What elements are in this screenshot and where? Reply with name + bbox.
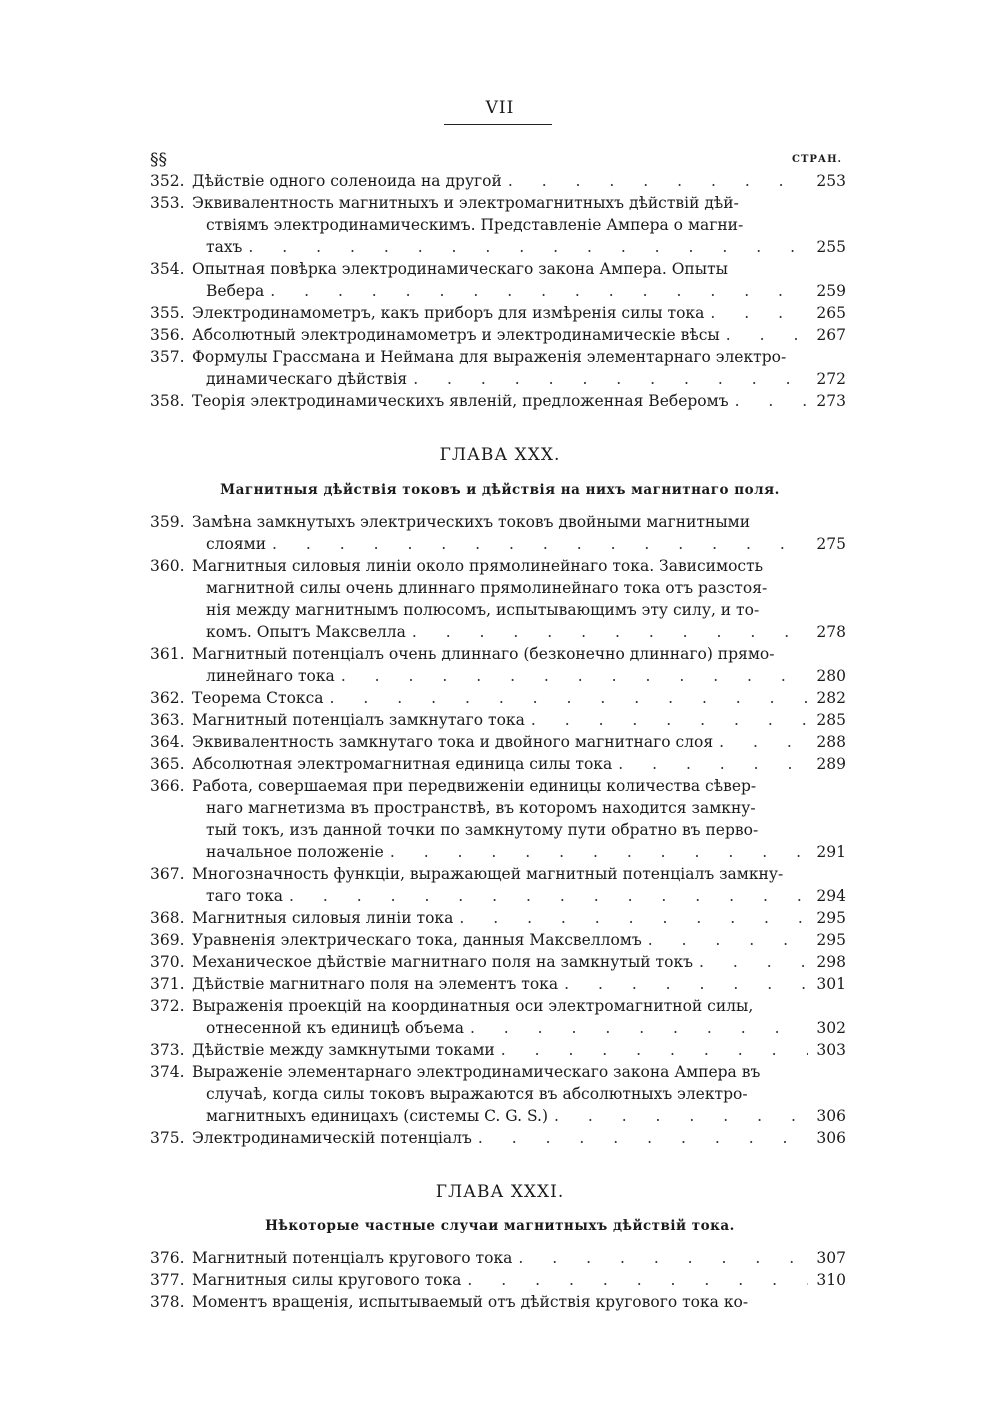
entry-text: Механическое дѣйствіе магнитнаго поля на замкнутый токъ bbox=[192, 953, 694, 971]
toc-entry-line bbox=[150, 995, 846, 1017]
toc-entry-line bbox=[150, 951, 846, 973]
toc-entry bbox=[150, 511, 846, 555]
page-number: 275 bbox=[816, 535, 846, 553]
toc-entry-line bbox=[150, 665, 846, 687]
toc-entry-line bbox=[150, 863, 846, 885]
entry-text: Эквивалентность магнитныхъ и электромагнитныхъ дѣйствій дѣй- bbox=[192, 194, 739, 212]
entry-text: таго тока bbox=[206, 887, 284, 905]
toc-entry-line bbox=[150, 390, 846, 412]
toc-entry-line bbox=[150, 1017, 846, 1039]
toc-entry bbox=[150, 687, 846, 709]
toc-entry-line bbox=[150, 709, 846, 731]
page-column-header: СТРАН. bbox=[792, 154, 842, 165]
dot-leader bbox=[467, 1269, 808, 1291]
entry-text: Дѣйствіе одного соленоида на другой bbox=[192, 172, 502, 190]
section-number: 367. bbox=[150, 865, 185, 883]
dot-leader bbox=[248, 236, 808, 258]
entry-text-continued: наго магнетизма въ пространствѣ, въ которомъ находится замкну- bbox=[206, 799, 756, 817]
page-number: 307 bbox=[816, 1249, 846, 1267]
section-number: 363. bbox=[150, 711, 185, 729]
dot-leader bbox=[270, 280, 808, 302]
toc-entry-line bbox=[150, 533, 846, 555]
entry-text: Абсолютный электродинамометръ и электродинамическіе вѣсы bbox=[192, 326, 720, 344]
page-number: 302 bbox=[816, 1019, 846, 1037]
entry-text: Моментъ вращенія, испытываемый отъ дѣйствія кругового тока ко- bbox=[192, 1293, 749, 1311]
section-number: 358. bbox=[150, 392, 185, 410]
dot-leader bbox=[719, 731, 808, 753]
page-number: 265 bbox=[816, 304, 846, 322]
section-number: 368. bbox=[150, 909, 185, 927]
entry-text: Работа, совершаемая при передвиженіи единицы количества сѣвер- bbox=[192, 777, 757, 795]
entry-text: Абсолютная электромагнитная единица силы тока bbox=[192, 755, 613, 773]
section-number: 359. bbox=[150, 513, 185, 531]
entry-text: Уравненія электрическаго тока, данныя Максвелломъ bbox=[192, 931, 642, 949]
page-number: 301 bbox=[816, 975, 846, 993]
section-number: 355. bbox=[150, 304, 185, 322]
page-number: 298 bbox=[816, 953, 846, 971]
page-number: 294 bbox=[816, 887, 846, 905]
toc-entry bbox=[150, 390, 846, 412]
section-number: 371. bbox=[150, 975, 185, 993]
dot-leader bbox=[459, 907, 808, 929]
toc-entry bbox=[150, 995, 846, 1039]
page-number: 303 bbox=[816, 1041, 846, 1059]
toc-entry-line bbox=[150, 346, 846, 368]
chapter-30-title: ГЛАВА XXX. bbox=[439, 445, 561, 465]
chapter-30-subtitle: Магнитныя дѣйствія токовъ и дѣйствія на нихъ магнитнаго поля. bbox=[220, 482, 780, 498]
toc-entry-line bbox=[150, 907, 846, 929]
section-number: 365. bbox=[150, 755, 185, 773]
entry-text: Выраженія проекцій на координатныя оси электромагнитной силы, bbox=[192, 997, 754, 1015]
entry-text: Электродинамометръ, какъ приборъ для измѣренія силы тока bbox=[192, 304, 705, 322]
dot-leader bbox=[518, 1247, 808, 1269]
toc-entry-line bbox=[150, 885, 846, 907]
toc-entry-line bbox=[150, 1039, 846, 1061]
dot-leader bbox=[564, 973, 808, 995]
entry-text: Вебера bbox=[206, 282, 265, 300]
toc-entry-line bbox=[150, 324, 846, 346]
dot-leader bbox=[478, 1127, 808, 1149]
toc-entry bbox=[150, 555, 846, 643]
dot-leader bbox=[726, 324, 808, 346]
toc-entry-line bbox=[150, 687, 846, 709]
dot-leader bbox=[735, 390, 808, 412]
page-number: 280 bbox=[816, 667, 846, 685]
entry-text: Выраженіе элементарнаго электродинамическаго закона Ампера въ bbox=[192, 1063, 761, 1081]
toc-entry bbox=[150, 775, 846, 863]
entry-text: Магнитный потенціалъ кругового тока bbox=[192, 1249, 513, 1267]
section-number: 357. bbox=[150, 348, 185, 366]
page-number: 310 bbox=[816, 1271, 846, 1289]
toc-entry bbox=[150, 753, 846, 775]
dot-leader bbox=[618, 753, 808, 775]
toc-entry bbox=[150, 192, 846, 258]
toc-entry bbox=[150, 170, 846, 192]
toc-entry-line bbox=[150, 368, 846, 390]
dot-leader bbox=[508, 170, 808, 192]
entry-text: отнесенной къ единицѣ объема bbox=[206, 1019, 464, 1037]
toc-entry bbox=[150, 1039, 846, 1061]
section-number: 360. bbox=[150, 557, 185, 575]
dot-leader bbox=[710, 302, 808, 324]
toc-entry-line bbox=[150, 973, 846, 995]
entry-text-continued: магнитной силы очень длиннаго прямолинейнаго тока отъ разстоя- bbox=[206, 579, 768, 597]
entry-text: Магнитный потенціалъ очень длиннаго (безконечно длиннаго) прямо- bbox=[192, 645, 775, 663]
page-number: 306 bbox=[816, 1129, 846, 1147]
toc-entry bbox=[150, 709, 846, 731]
section-number: 366. bbox=[150, 777, 185, 795]
entry-text: тахъ bbox=[206, 238, 243, 256]
entry-text: Многозначность функціи, выражающей магнитный потенціалъ замкну- bbox=[192, 865, 784, 883]
toc-entry-line bbox=[150, 280, 846, 302]
entry-text: Дѣйствіе магнитнаго поля на элементъ тока bbox=[192, 975, 559, 993]
toc-entry-line bbox=[150, 621, 846, 643]
page-number: 295 bbox=[816, 931, 846, 949]
toc-section-continued bbox=[150, 170, 846, 412]
entry-text: Теорема Стокса bbox=[192, 689, 324, 707]
page-number: 255 bbox=[816, 238, 846, 256]
dot-leader bbox=[699, 951, 808, 973]
toc-entry bbox=[150, 1247, 846, 1269]
folio-rule bbox=[444, 124, 552, 125]
toc-entry-line bbox=[150, 929, 846, 951]
toc-entry bbox=[150, 258, 846, 302]
toc-entry bbox=[150, 731, 846, 753]
toc-entry bbox=[150, 302, 846, 324]
toc-entry bbox=[150, 863, 846, 907]
entry-text: Замѣна замкнутыхъ электрическихъ токовъ двойными магнитными bbox=[192, 513, 751, 531]
page-number: 285 bbox=[816, 711, 846, 729]
toc-entry-line bbox=[150, 1269, 846, 1291]
entry-text: динамическаго дѣйствія bbox=[206, 370, 408, 388]
entry-text-continued: случаѣ, когда силы токовъ выражаются въ абсолютныхъ электро- bbox=[206, 1085, 748, 1103]
page-number: 267 bbox=[816, 326, 846, 344]
section-number: 356. bbox=[150, 326, 185, 344]
dot-leader bbox=[648, 929, 808, 951]
entry-text-continued: нія между магнитнымъ полюсомъ, испытывающимъ эту силу, и то- bbox=[206, 601, 760, 619]
page-number: 289 bbox=[816, 755, 846, 773]
toc-entry-line bbox=[150, 1247, 846, 1269]
toc-entry bbox=[150, 951, 846, 973]
dot-leader bbox=[289, 885, 808, 907]
entry-text: Эквивалентность замкнутаго тока и двойного магнитнаго слоя bbox=[192, 733, 714, 751]
section-number: 369. bbox=[150, 931, 185, 949]
toc-entry-line bbox=[150, 1105, 846, 1127]
entry-text: Электродинамическій потенціалъ bbox=[192, 1129, 472, 1147]
section-number: 352. bbox=[150, 172, 185, 190]
section-number: 354. bbox=[150, 260, 185, 278]
toc-entry-line bbox=[150, 841, 846, 863]
section-number: 370. bbox=[150, 953, 185, 971]
toc-entry-line bbox=[150, 236, 846, 258]
toc-entry-line bbox=[150, 258, 846, 280]
page-number: 259 bbox=[816, 282, 846, 300]
dot-leader bbox=[413, 368, 808, 390]
chapter-31-title: ГЛАВА XXXI. bbox=[435, 1182, 565, 1202]
dot-leader bbox=[272, 533, 808, 555]
page-number: 273 bbox=[816, 392, 846, 410]
section-number: 378. bbox=[150, 1293, 185, 1311]
section-number: 374. bbox=[150, 1063, 185, 1081]
dot-leader bbox=[470, 1017, 808, 1039]
toc-entry-line bbox=[150, 511, 846, 533]
page-number: 272 bbox=[816, 370, 846, 388]
toc-entry-line bbox=[150, 1127, 846, 1149]
page-number: 253 bbox=[816, 172, 846, 190]
section-number: 376. bbox=[150, 1249, 185, 1267]
toc-entry-line bbox=[150, 753, 846, 775]
toc-entry-line bbox=[150, 555, 846, 577]
toc-entry bbox=[150, 1061, 846, 1127]
toc-entry bbox=[150, 1127, 846, 1149]
toc-entry bbox=[150, 973, 846, 995]
toc-entry-line bbox=[150, 192, 846, 214]
entry-text: магнитныхъ единицахъ (системы C. G. S.) bbox=[206, 1107, 548, 1125]
dot-leader bbox=[330, 687, 808, 709]
entry-text: Магнитный потенціалъ замкнутаго тока bbox=[192, 711, 525, 729]
entry-text: Магнитныя силовыя линіи около прямолинейнаго тока. Зависимость bbox=[192, 557, 764, 575]
section-number: 373. bbox=[150, 1041, 185, 1059]
toc-entry-line bbox=[150, 1291, 846, 1313]
section-number: 377. bbox=[150, 1271, 185, 1289]
entry-text: начальное положеніе bbox=[206, 843, 384, 861]
page-folio: VII bbox=[485, 98, 515, 118]
entry-text: слоями bbox=[206, 535, 267, 553]
dot-leader bbox=[501, 1039, 808, 1061]
page-number: 278 bbox=[816, 623, 846, 641]
page-number: 295 bbox=[816, 909, 846, 927]
section-number: 372. bbox=[150, 997, 185, 1015]
entry-text: Магнитныя силы кругового тока bbox=[192, 1271, 462, 1289]
toc-chapter-30 bbox=[150, 511, 846, 1149]
section-number: 361. bbox=[150, 645, 185, 663]
page-number: 282 bbox=[816, 689, 846, 707]
toc-entry-line bbox=[150, 170, 846, 192]
entry-text-continued: тый токъ, изъ данной точки по замкнутому пути обратно въ перво- bbox=[206, 821, 759, 839]
toc-entry bbox=[150, 929, 846, 951]
entry-text: комъ. Опытъ Максвелла bbox=[206, 623, 406, 641]
section-number: 362. bbox=[150, 689, 185, 707]
entry-text: Формулы Грассмана и Неймана для выраженія элементарнаго электро- bbox=[192, 348, 787, 366]
section-number: 353. bbox=[150, 194, 185, 212]
dot-leader bbox=[390, 841, 808, 863]
toc-entry-line bbox=[150, 643, 846, 665]
entry-text: Магнитныя силовыя линіи тока bbox=[192, 909, 454, 927]
entry-text-continued: ствіямъ электродинамическимъ. Представленіе Ампера о магни- bbox=[206, 216, 744, 234]
section-mark-header: §§ bbox=[150, 150, 167, 170]
toc-entry bbox=[150, 907, 846, 929]
toc-entry bbox=[150, 1269, 846, 1291]
page-number: 288 bbox=[816, 733, 846, 751]
toc-entry-line bbox=[150, 302, 846, 324]
entry-text: Теорія электродинамическихъ явленій, предложенная Веберомъ bbox=[192, 392, 729, 410]
toc-entry bbox=[150, 1291, 846, 1313]
entry-text: линейнаго тока bbox=[206, 667, 335, 685]
dot-leader bbox=[412, 621, 808, 643]
dot-leader bbox=[554, 1105, 808, 1127]
page-number: 291 bbox=[816, 843, 846, 861]
toc-entry bbox=[150, 324, 846, 346]
entry-text: Дѣйствіе между замкнутыми токами bbox=[192, 1041, 495, 1059]
section-number: 375. bbox=[150, 1129, 185, 1147]
toc-entry bbox=[150, 346, 846, 390]
entry-text: Опытная повѣрка электродинамическаго закона Ампера. Опыты bbox=[192, 260, 729, 278]
toc-entry bbox=[150, 643, 846, 687]
toc-entry-line bbox=[150, 1061, 846, 1083]
toc-entry-line bbox=[150, 731, 846, 753]
section-number: 364. bbox=[150, 733, 185, 751]
toc-chapter-31 bbox=[150, 1247, 846, 1313]
chapter-31-subtitle: Нѣкоторые частные случаи магнитныхъ дѣйствій тока. bbox=[265, 1218, 735, 1234]
dot-leader bbox=[531, 709, 808, 731]
dot-leader bbox=[341, 665, 808, 687]
page-number: 306 bbox=[816, 1107, 846, 1125]
toc-entry-line bbox=[150, 775, 846, 797]
